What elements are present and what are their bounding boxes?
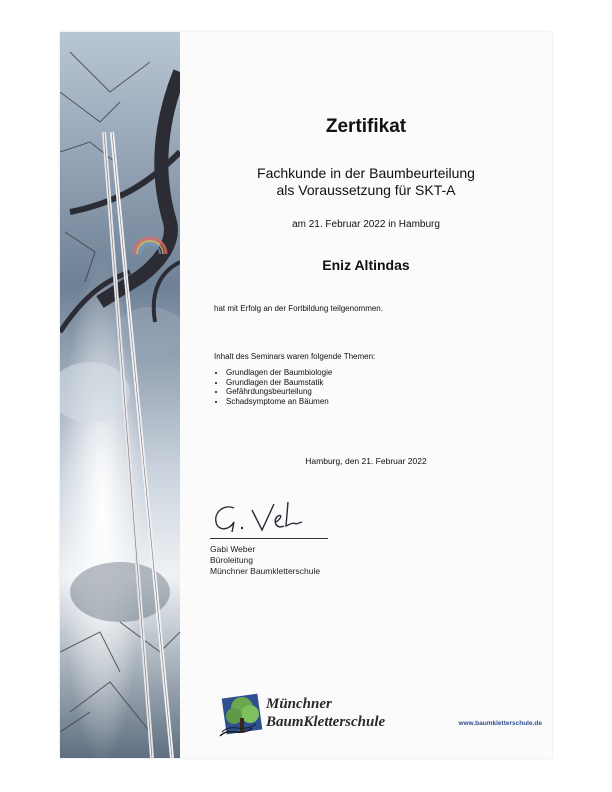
signer-organization: Münchner Baumkletterschule xyxy=(210,566,321,576)
course-title-line2: als Voraussetzung für SKT-A xyxy=(276,182,456,198)
tree-climbing-photo xyxy=(60,32,180,758)
handwritten-signature xyxy=(212,498,332,543)
topics-list xyxy=(214,368,332,406)
signer-role: Büroleitung xyxy=(210,555,254,565)
course-date: am 21. Februar 2022 in Hamburg xyxy=(292,219,440,230)
certificate-title: Zertifikat xyxy=(325,116,407,137)
list-item: • Gefährdungsbeurteilung xyxy=(226,387,332,397)
course-title-line1: Fachkunde in der Baumbeurteilung xyxy=(257,165,475,181)
completion-statement: hat mit Erfolg an der Fortbildung teilgenommen. xyxy=(214,304,383,313)
signature-line xyxy=(210,538,328,539)
list-item: • Grundlagen der Baumstatik xyxy=(226,378,332,388)
certificate-content xyxy=(180,32,552,758)
signer-name: Gabi Weber xyxy=(210,544,256,554)
recipient-name: Eniz Altindas xyxy=(322,257,410,273)
list-item: • Schadsymptome an Bäumen xyxy=(226,397,332,407)
list-item: • Grundlagen der Baumbiologie xyxy=(226,368,332,378)
certificate-page xyxy=(60,32,552,758)
place-and-date: Hamburg, den 21. Februar 2022 xyxy=(305,456,427,466)
logo-text-line2: BaumKletterschule xyxy=(266,714,386,730)
website-url: www.baumkletterschule.de xyxy=(458,720,542,727)
logo-text-line1: Münchner xyxy=(266,696,332,712)
topics-intro: Inhalt des Seminars waren folgende Themen: xyxy=(214,352,376,361)
signer-block xyxy=(210,544,320,577)
